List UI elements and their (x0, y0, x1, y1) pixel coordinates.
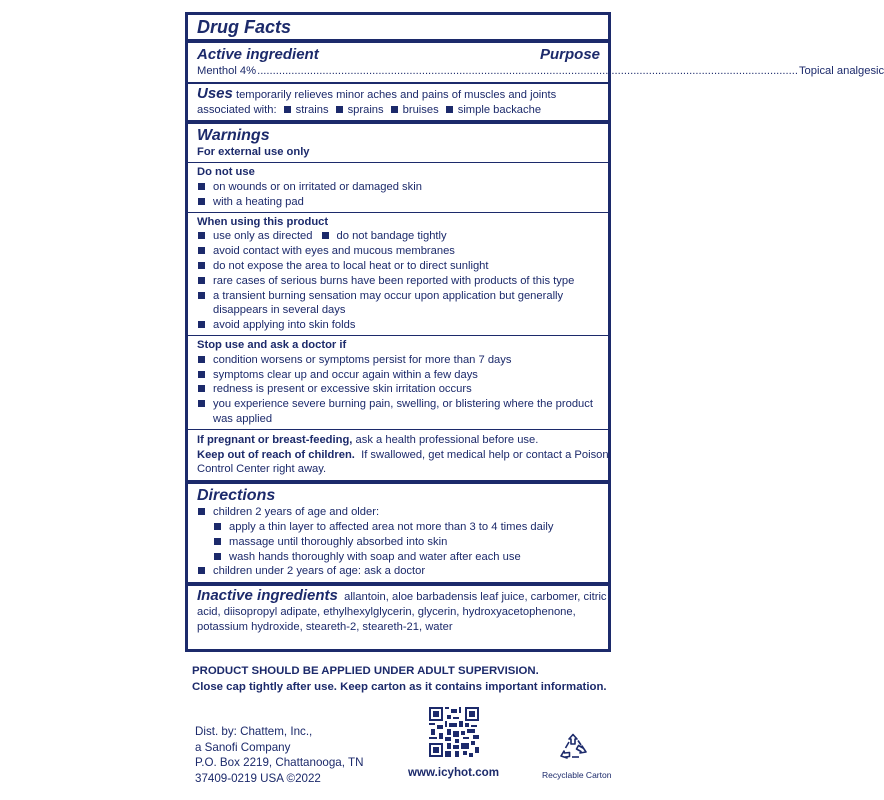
uses-item-bruises: bruises (402, 103, 439, 116)
list-item-text: a transient burning sensation may occur upon application but generally (213, 289, 564, 302)
list-item (197, 353, 600, 368)
close-cap-line: Close cap tightly after use. Keep carton as it contains important information. (192, 681, 607, 693)
inactive-ingredients-section (188, 586, 608, 637)
list-item (197, 180, 600, 195)
square-bullet-icon (284, 106, 291, 113)
list-item (197, 229, 600, 244)
square-bullet-icon (391, 106, 398, 113)
inactive-line-1: allantoin, aloe barbadensis leaf juice, carbomer, citric (344, 591, 607, 604)
square-bullet-icon (198, 247, 205, 254)
square-bullet-icon (446, 106, 453, 113)
list-item-text: condition worsens or symptoms persist for more than 7 days (213, 353, 512, 366)
uses-line-1: temporarily relieves minor aches and pains of muscles and joints (235, 88, 557, 101)
supervision-line: PRODUCT SHOULD BE APPLIED UNDER ADULT SUPERVISION. (192, 665, 539, 677)
square-bullet-icon (198, 356, 205, 363)
square-bullet-icon (198, 567, 205, 574)
square-bullet-icon (198, 198, 205, 205)
list-item (197, 289, 600, 319)
list-item-text: disappears in several days (213, 304, 346, 317)
list-item-text: do not bandage tightly (336, 230, 447, 243)
purpose-value: Topical analgesic (798, 65, 884, 77)
uses-heading: Uses (197, 84, 233, 102)
square-bullet-icon (214, 553, 221, 560)
list-item-text: wash hands thoroughly with soap and water after each use (229, 550, 521, 563)
list-item-text: was applied (213, 412, 273, 425)
square-bullet-icon (198, 321, 205, 328)
do-not-use-heading: Do not use (197, 166, 255, 179)
list-item (213, 520, 600, 535)
recyclable-carton-label: Recyclable Carton (542, 770, 612, 780)
active-ingredient-section (188, 43, 884, 84)
list-item-text: avoid contact with eyes and mucous membranes (213, 245, 455, 258)
list-item (197, 368, 600, 383)
children-text-2: Control Center right away. (197, 463, 327, 476)
drug-facts-panel (185, 12, 884, 652)
list-item-text: children 2 years of age and older: (213, 506, 380, 519)
list-item (197, 259, 600, 274)
square-bullet-icon (322, 232, 329, 239)
list-item (197, 505, 600, 520)
list-item (197, 397, 600, 427)
external-use-text: For external use only (197, 146, 310, 159)
list-item (197, 244, 600, 259)
list-item (213, 550, 600, 565)
active-ingredient-heading: Active ingredient (197, 46, 319, 63)
square-bullet-icon (198, 292, 205, 299)
purpose-heading: Purpose (539, 46, 600, 63)
directions-section (188, 484, 608, 586)
list-item-text: symptoms clear up and occur again within a few days (213, 368, 478, 381)
list-item-text: with a heating pad (213, 195, 304, 208)
distributor-line-3: P.O. Box 2219, Chattanooga, TN (195, 756, 364, 769)
inactive-line-3: potassium hydroxide, steareth-2, steareth-21, water (197, 620, 453, 633)
list-item-text: apply a thin layer to affected area not more than 3 to 4 times daily (229, 520, 554, 533)
list-item (197, 318, 600, 333)
list-item (197, 382, 600, 397)
uses-line-2-prefix: associated with: (197, 103, 277, 116)
children-text: If swallowed, get medical help or contact a Poison (361, 448, 609, 461)
leader-dots: .............................................................................................................................................................................. (257, 65, 798, 77)
directions-heading: Directions (197, 487, 276, 505)
list-item-text: avoid applying into skin folds (213, 319, 356, 332)
uses-section (188, 84, 608, 125)
distributor-info (195, 724, 363, 786)
warnings-section (188, 124, 608, 484)
list-item-text: do not expose the area to local heat or to direct sunlight (213, 259, 489, 272)
pregnant-bold: If pregnant or breast-feeding, (197, 433, 353, 446)
square-bullet-icon (198, 385, 205, 392)
list-item-text: rare cases of serious burns have been reported with products of this type (213, 274, 575, 287)
uses-item-backache: simple backache (457, 103, 542, 116)
website-link[interactable]: www.icyhot.com (408, 766, 500, 779)
square-bullet-icon (214, 538, 221, 545)
do-not-use-block (188, 162, 608, 209)
square-bullet-icon (198, 277, 205, 284)
list-item (213, 535, 600, 550)
pregnant-text: ask a health professional before use. (355, 433, 539, 446)
square-bullet-icon (198, 400, 205, 407)
pregnancy-children-block (188, 429, 608, 477)
list-item (197, 195, 600, 210)
when-using-block (188, 212, 608, 333)
stop-use-heading: Stop use and ask a doctor if (197, 338, 347, 351)
inactive-heading: Inactive ingredients (197, 587, 338, 605)
list-item-text: children under 2 years of age: ask a doctor (213, 565, 426, 578)
supervision-notice (192, 663, 607, 695)
drug-facts-title-section (188, 15, 608, 43)
list-item-text: use only as directed (213, 230, 313, 243)
list-item-text: redness is present or excessive skin irritation occurs (213, 383, 472, 396)
square-bullet-icon (198, 371, 205, 378)
children-bold: Keep out of reach of children. (197, 448, 355, 461)
distributor-line-4: 37409-0219 USA ©2022 (195, 771, 321, 785)
square-bullet-icon (336, 106, 343, 113)
active-ingredient-name: Menthol 4% (197, 65, 257, 77)
stop-use-block (188, 335, 608, 427)
list-item-text: you experience severe burning pain, swelling, or blistering where the product (213, 398, 593, 411)
warnings-heading: Warnings (197, 127, 270, 145)
distributor-line-2: a Sanofi Company (195, 740, 291, 754)
list-item-text: massage until thoroughly absorbed into skin (229, 535, 448, 548)
recycle-icon (558, 733, 588, 763)
square-bullet-icon (198, 508, 205, 515)
square-bullet-icon (198, 232, 205, 239)
inactive-line-2: acid, diisopropyl adipate, ethylhexylglycerin, glycerin, hydroxyacetophenone, (197, 605, 576, 618)
qr-code-icon (429, 707, 479, 757)
square-bullet-icon (198, 262, 205, 269)
list-item-text: on wounds or on irritated or damaged skin (213, 180, 422, 193)
square-bullet-icon (214, 523, 221, 530)
distributor-line-1: Dist. by: Chattem, Inc., (195, 725, 313, 738)
uses-item-sprains: sprains (347, 103, 384, 116)
list-item (197, 274, 600, 289)
square-bullet-icon (198, 183, 205, 190)
list-item (197, 564, 600, 579)
drug-facts-title: Drug Facts (197, 17, 292, 37)
uses-item-strains: strains (295, 103, 329, 116)
when-using-heading: When using this product (197, 215, 329, 228)
